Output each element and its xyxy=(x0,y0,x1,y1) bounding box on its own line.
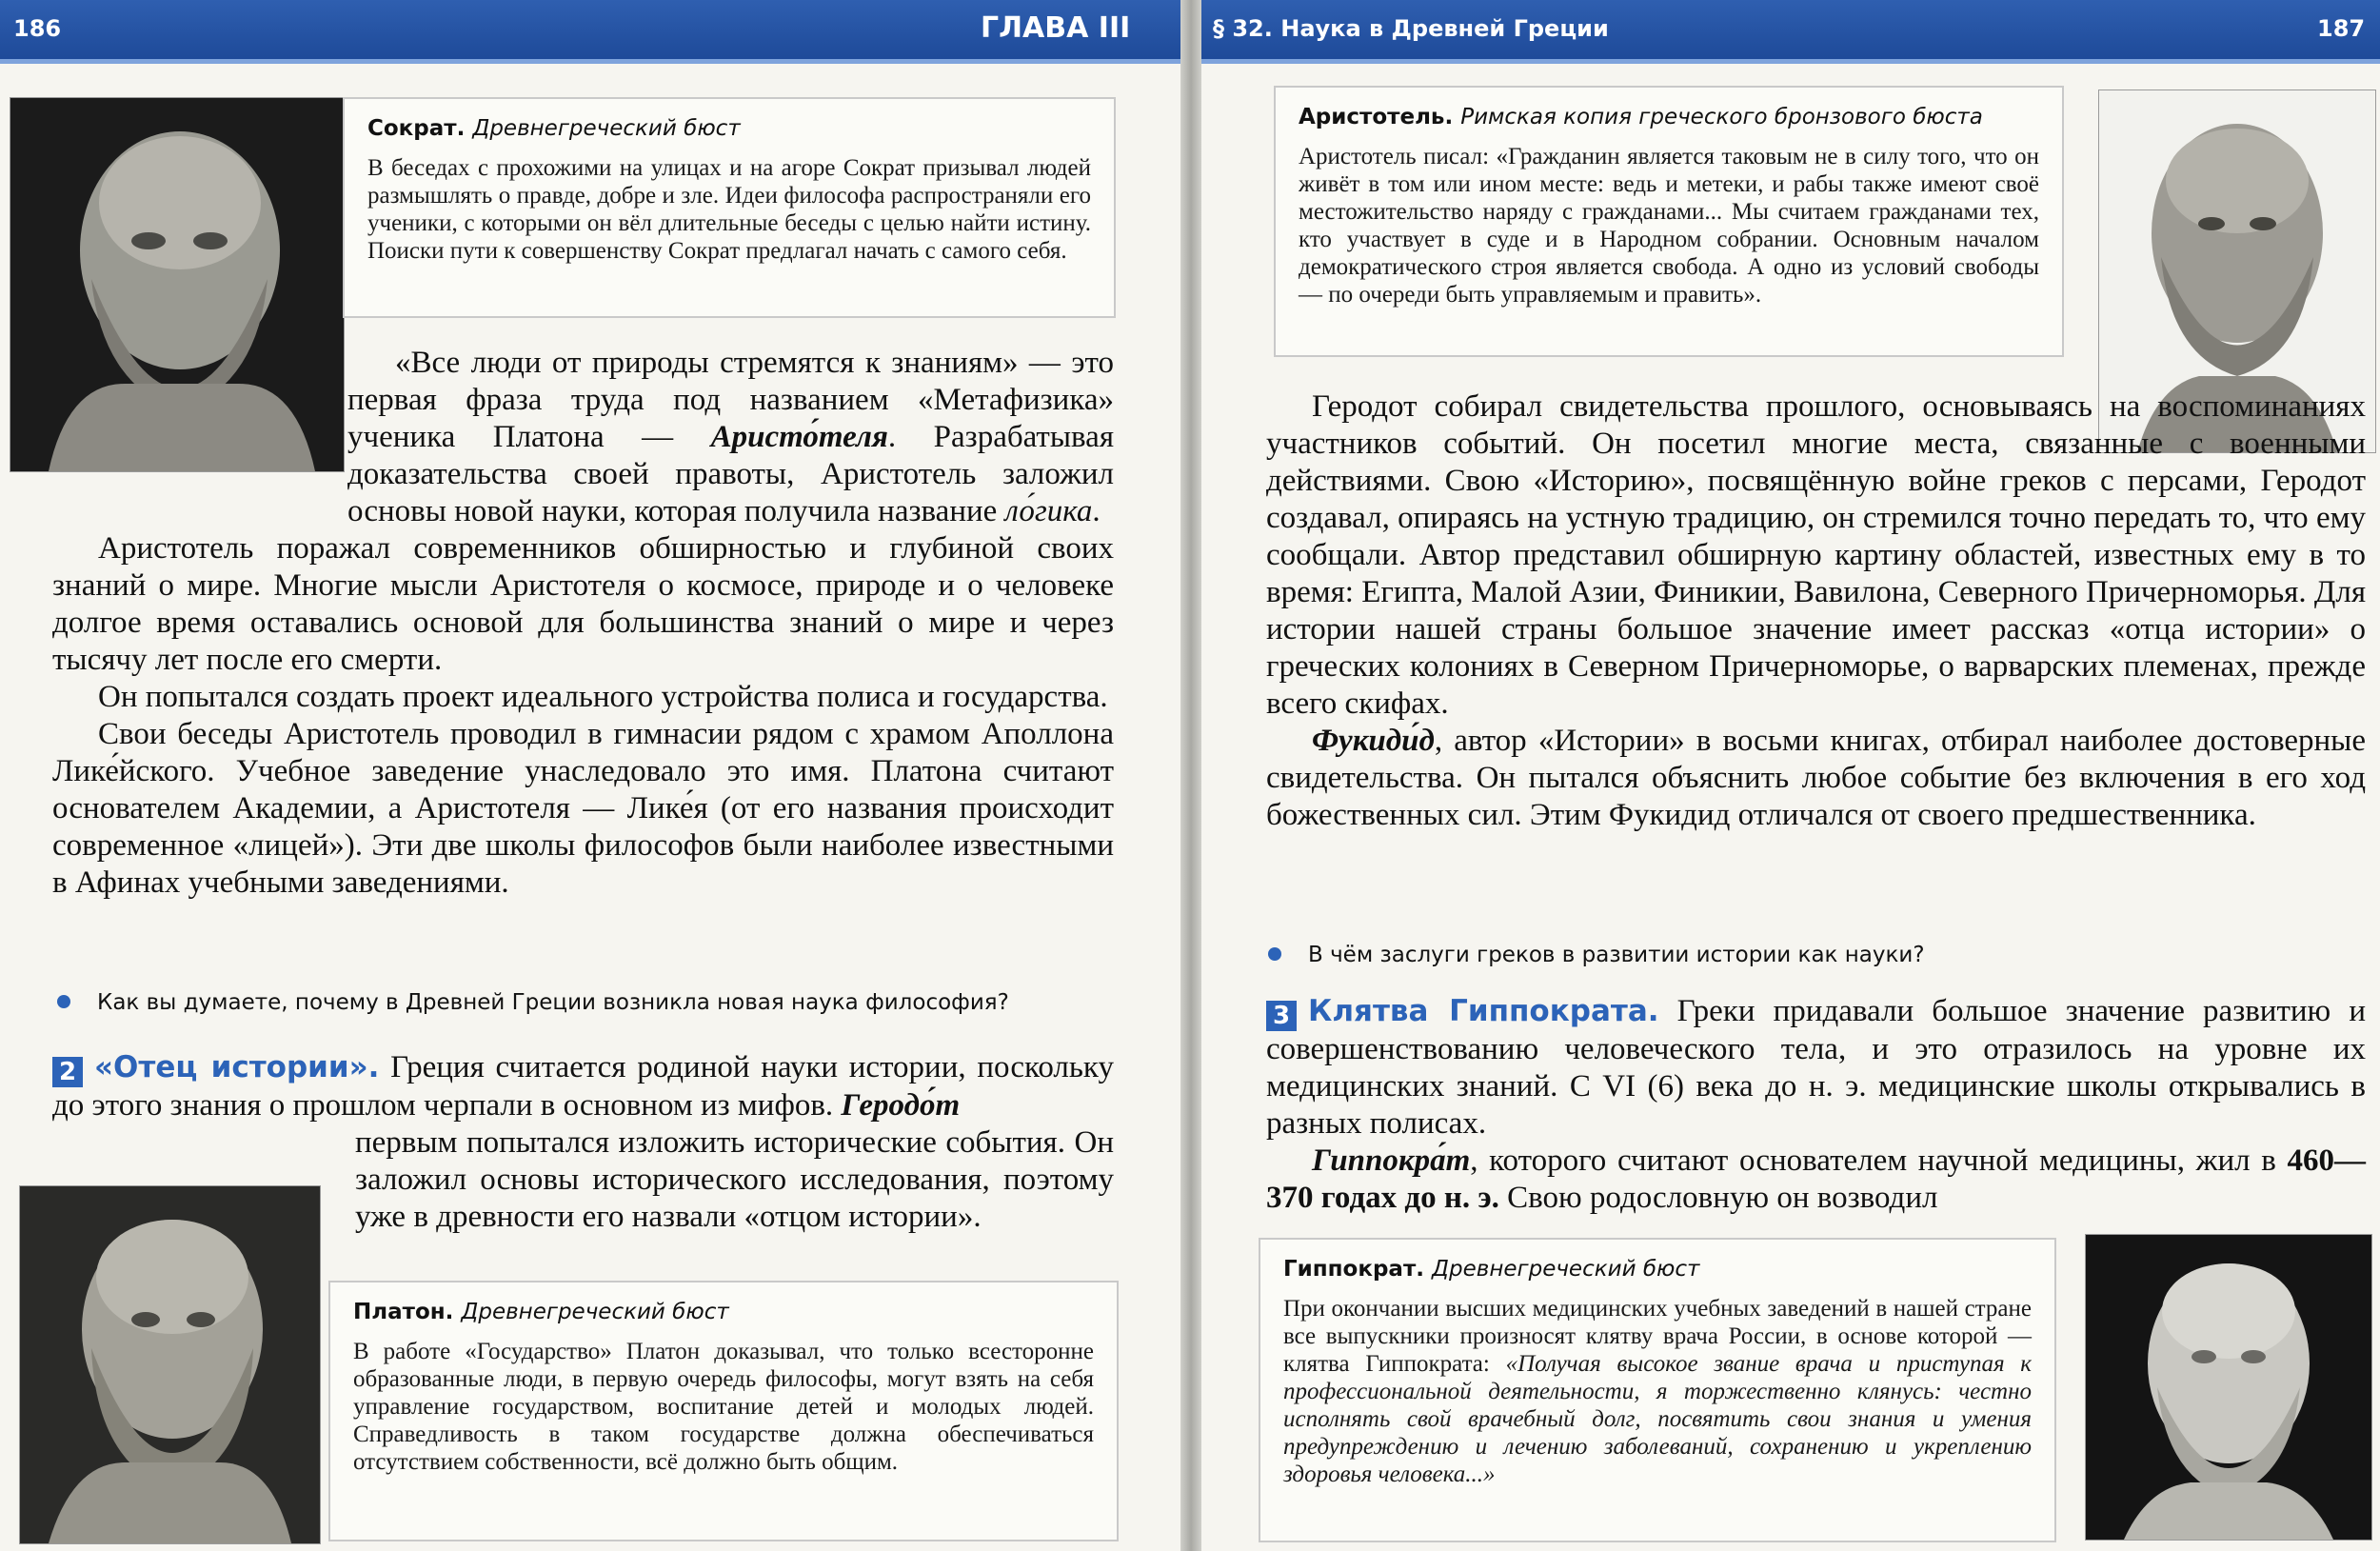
paragraph-aristotle-logic xyxy=(52,345,1114,530)
hippocrates-caption-body xyxy=(1283,1295,2032,1488)
section-3-title: Клятва Гиппократа. xyxy=(1308,994,1659,1028)
aristotle-caption-title xyxy=(1299,105,2039,129)
hippocrates-caption xyxy=(1259,1238,2056,1542)
right-main-text xyxy=(1266,388,2366,834)
section-2-text-b: первым попытался изложить исторические события. Он заложил основы исторического исследования, поэтому уже в древности его назвали «отцом истории». xyxy=(355,1125,1114,1234)
plato-caption-title xyxy=(353,1300,1094,1324)
aristotle-keyword: Аристо́теля xyxy=(710,420,888,454)
chapter-title: ГЛАВА III xyxy=(981,11,1131,45)
right-page-header xyxy=(1201,0,2380,59)
plato-caption xyxy=(328,1281,1119,1541)
section-3-text xyxy=(1266,993,2366,1217)
p1-part-a: «Все люди от природы стремятся к знаниям» — это первая фраза труда под названием «Метафизика» ученика Платона — xyxy=(347,346,1114,454)
section-3-number: 3 xyxy=(1266,1001,1297,1031)
question-philosophy xyxy=(57,990,1114,1015)
section-2-text-a: Греция считается родиной науки истории, поскольку до этого знания о прошлом черпали в основном из мифов. xyxy=(52,1050,1114,1123)
hippocrates-name: Гиппократ. xyxy=(1283,1257,1425,1282)
question-history xyxy=(1268,943,2363,967)
socrates-caption-title xyxy=(367,116,1091,141)
socrates-subtitle: Древнегреческий бюст xyxy=(472,116,741,141)
socrates-name: Сократ. xyxy=(367,116,466,141)
bullet-dot-icon xyxy=(57,995,70,1008)
left-main-text xyxy=(52,345,1114,902)
logic-keyword: ло́гика xyxy=(1004,494,1093,528)
hippocrates-bust-photo xyxy=(2085,1234,2372,1541)
herodotus-keyword: Геродо́т xyxy=(841,1088,961,1123)
hippocrates-body-a: При окончании высших медицинских учебных заведений в нашей стране все выпускники произносят клятву врача России, в основе которой — клятва Гиппократа: xyxy=(1283,1296,2032,1377)
hippocrates-caption-title xyxy=(1283,1257,2032,1282)
plato-caption-body: В работе «Государство» Платон доказывал, что только всесторонне образованные люди, в первую очередь философы, могут взять на себя управление государством, воспитание детей и молодых людей. Справедливость в таком государстве должна обеспечиваться отсутствием собственности, всё должно быть общим. xyxy=(353,1339,1094,1475)
right-page xyxy=(1201,0,2380,1551)
hippocrates-subtitle: Древнегреческий бюст xyxy=(1432,1257,1700,1282)
question-1-text: Как вы думаете, почему в Древней Греции возникла новая наука философия? xyxy=(97,990,1009,1015)
hippocrates-oath-quote: «Получая высокое звание врача и приступая к профессиональной деятельности, я торжественно клянусь: честно исполнять свой врачебный долг, посвятить свои знания и умения предупреждению и лечению заболеваний, сохранению и укреплению здоровья человека...» xyxy=(1283,1351,2032,1487)
plato-bust-photo xyxy=(19,1185,321,1544)
socrates-caption xyxy=(343,97,1116,318)
plato-subtitle: Древнегреческий бюст xyxy=(461,1300,729,1324)
left-page-header xyxy=(0,0,1180,59)
page-number-left: 186 xyxy=(13,15,62,42)
section-heading: § 32. Наука в Древней Греции xyxy=(1213,15,1609,42)
p1-part-b: . Разрабатывая доказательства своей правоты, Аристотель заложил основы новой науки, которая получила название xyxy=(347,420,1114,528)
question-2-text: В чём заслуги греков в развитии истории как науки? xyxy=(1308,943,1925,967)
section-3-text-c: Свою родословную он возводил xyxy=(1498,1181,1938,1215)
section-3-paragraph xyxy=(1266,993,2366,1143)
aristotle-caption-body: Аристотель писал: «Гражданин является таковым не в силу того, что он живёт в том или ином месте: ведь и метеки, и рабы также имеют своё местожительство наряду с гражданами... Мы считаем гражданами тех, кто участвует в суде и в Народном собрании. Основным началом демократического строя является свобода. А одно из условий свободы — по очереди быть управляемым и править». xyxy=(1299,144,2039,308)
left-page xyxy=(0,0,1180,1551)
paragraph-thucydides xyxy=(1266,723,2366,834)
book-gutter xyxy=(1180,0,1201,1551)
header-stripe-right xyxy=(1201,59,2380,64)
thucydides-keyword: Фукиди́д xyxy=(1312,724,1435,758)
hippocrates-keyword: Гиппокра́т xyxy=(1312,1143,1471,1178)
paragraph-hippocrates xyxy=(1266,1143,2366,1217)
page-number-right: 187 xyxy=(2317,15,2366,42)
aristotle-caption xyxy=(1274,86,2064,357)
header-stripe-left xyxy=(0,59,1180,64)
thucydides-text: , автор «Истории» в восьми книгах, отбирал наиболее достоверные свидетельства. Он пытался объяснить любое событие без включения в его ход божественных сил. Этим Фукидид отличался от своего предшественника. xyxy=(1266,724,2366,832)
aristotle-name: Аристотель. xyxy=(1299,105,1454,129)
bullet-dot-icon xyxy=(1268,947,1281,961)
hippocrates-dates: 460—370 годах до н. э. xyxy=(1266,1143,2366,1215)
paragraph-aristotle-knowledge: Аристотель поражал современников обширностью и глубиной своих знаний о мире. Многие мысли Аристотеля о космосе, природе и о человеке долгое время оставались основой для большинства знаний о мире и через тысячу лет после его смерти. xyxy=(52,531,1114,677)
section-2-number: 2 xyxy=(52,1057,83,1087)
section-3-text-b: , которого считают основателем научной медицины, жил в xyxy=(1470,1143,2288,1178)
socrates-caption-body: В беседах с прохожими на улицах и на агоре Сократ призывал людей размышлять о правде, добре и зле. Идеи философа распространяли его ученики, с которыми он вёл длительные беседы с целью найти истину. Поиски пути к совершенству Сократ предлагал начать с самого себя. xyxy=(367,155,1091,264)
section-3-text-a: Греки придавали большое значение развитию и совершенствованию человеческого тела, и это отразилось на уровне их медицинских знаний. С VI (6) века до н. э. медицинские школы открывались в разных полисах. xyxy=(1266,994,2366,1141)
p1-part-c: . xyxy=(1092,494,1101,528)
paragraph-lyceum: Свои беседы Аристотель проводил в гимнасии рядом с храмом Аполлона Лике́йского. Учебное заведение унаследовало это имя. Платона считают основателем Академии, а Аристотеля — Лике́я (от его названия происходит современное «лицей»). Эти две школы философов были наиболее известными в Афинах учебными заведениями. xyxy=(52,717,1114,900)
aristotle-subtitle: Римская копия греческого бронзового бюста xyxy=(1460,105,1983,129)
paragraph-ideal-state: Он попытался создать проект идеального устройства полиса и государства. xyxy=(98,680,1108,714)
paragraph-herodotus: Геродот собирал свидетельства прошлого, основываясь на воспоминаниях участников событий. Он посетил многие места, связанные с военными действиями. Свою «Историю», посвящённую войне греков с персами, Геродот создавал, опираясь на устную традицию, он стремился точно передать то, что ему сообщали. Автор представил обширную картину областей, известных ему в то время: Египта, Малой Азии, Финикии, Вавилона, Северного Причерноморья. Для истории нашей страны большое значение имеет рассказ «отца истории» о греческих колониях в Северном Причерноморье, о варварских племенах, прежде всего скифах. xyxy=(1266,389,2366,721)
section-2-title: «Отец истории». xyxy=(94,1050,380,1084)
plato-name: Платон. xyxy=(353,1300,454,1324)
